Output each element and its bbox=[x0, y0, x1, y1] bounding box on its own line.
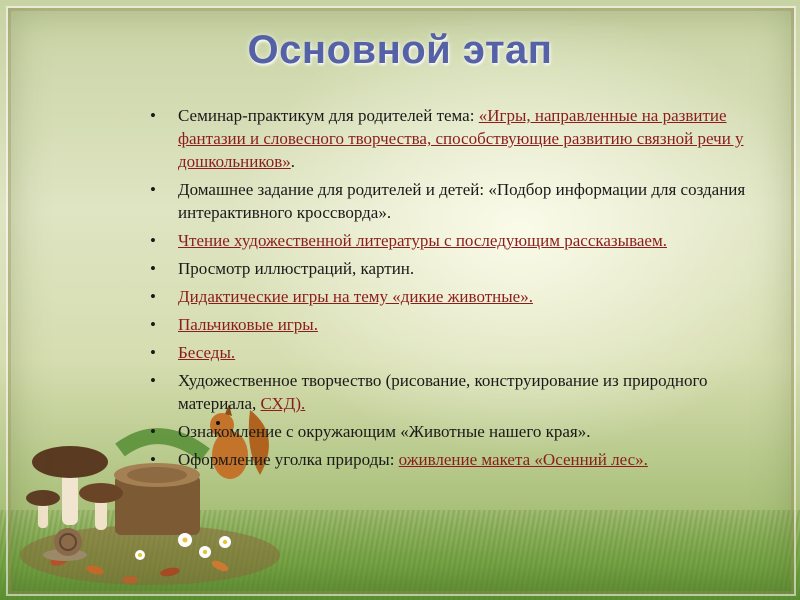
bullet-link[interactable]: «Игры, направленные на развитие фантазии и словесного творчества, способствующие развитию связной речи у дошкольников» bbox=[178, 106, 744, 171]
bullet-item bbox=[150, 229, 750, 252]
bullet-link[interactable]: Беседы. bbox=[178, 343, 236, 362]
bullet-text: Семинар-практикум для родителей тема: bbox=[178, 106, 479, 125]
bullet-item bbox=[150, 285, 750, 308]
bullet-text: Оформление уголка природы: bbox=[178, 450, 399, 469]
bullet-item bbox=[150, 313, 750, 336]
bullet-item bbox=[150, 341, 750, 364]
bullet-link[interactable]: Чтение художественной литературы с последующим рассказываем. bbox=[178, 231, 667, 250]
bullet-text-suffix: . bbox=[290, 152, 296, 171]
bullet-dot-icon: • bbox=[150, 231, 156, 250]
bullet-link[interactable]: СХД). bbox=[260, 394, 306, 413]
bullet-dot-icon: • bbox=[150, 287, 156, 306]
bullet-dot-icon: • bbox=[150, 450, 156, 469]
bullet-item bbox=[150, 257, 750, 280]
bullet-item bbox=[150, 104, 750, 173]
bullet-dot-icon: • bbox=[150, 343, 156, 362]
bullet-text: Ознакомление с окружающим «Животные нашего края». bbox=[178, 422, 591, 441]
bullet-text: Домашнее задание для родителей и детей: «Подбор информации для создания интерактивного кроссворда». bbox=[178, 180, 746, 222]
bullet-item bbox=[150, 369, 750, 415]
bullet-item bbox=[150, 420, 750, 443]
bullet-item bbox=[150, 178, 750, 224]
slide-title: Основной этап bbox=[247, 28, 553, 72]
bullet-dot-icon: • bbox=[150, 180, 156, 199]
bullet-text: Художественное творчество (рисование, конструирование из природного материала, bbox=[178, 371, 708, 413]
bullet-link[interactable]: Пальчиковые игры. bbox=[178, 315, 318, 334]
bullet-dot-icon: • bbox=[150, 315, 156, 334]
bullet-list bbox=[150, 104, 750, 476]
bullet-link[interactable]: Дидактические игры на тему «дикие животные». bbox=[178, 287, 533, 306]
bullet-text: Просмотр иллюстраций, картин. bbox=[178, 259, 415, 278]
bullet-dot-icon: • bbox=[150, 259, 156, 278]
bullet-dot-icon: • bbox=[150, 371, 156, 390]
bullet-link[interactable]: оживление макета «Осенний лес». bbox=[398, 450, 648, 469]
mushroom-icon bbox=[26, 446, 123, 530]
bullet-item bbox=[150, 448, 750, 471]
bullet-dot-icon: • bbox=[150, 106, 156, 125]
bullet-dot-icon: • bbox=[150, 422, 156, 441]
